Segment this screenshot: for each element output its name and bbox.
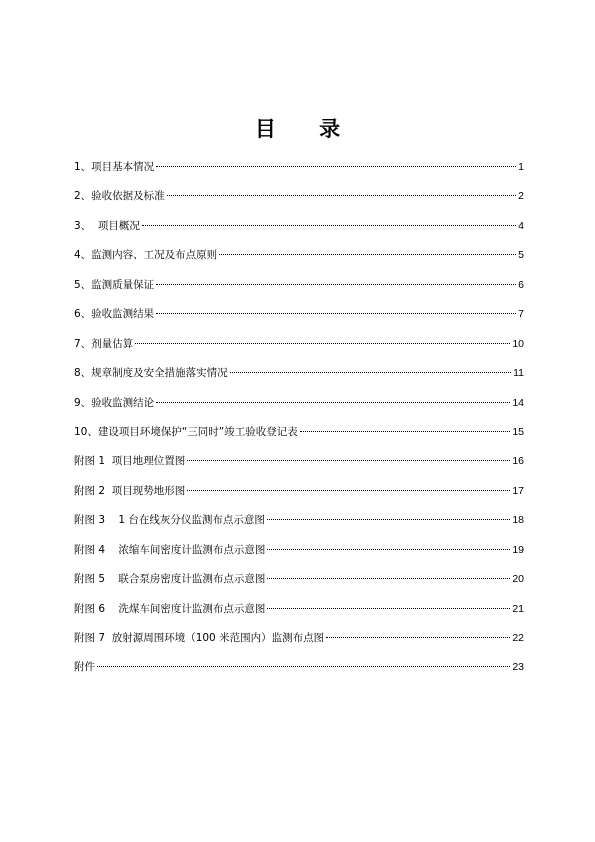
toc-page-number: 22: [512, 632, 524, 644]
toc-page-number: 19: [512, 543, 524, 556]
toc-entry-label: 4、监测内容、工况及布点原则: [74, 249, 218, 262]
toc-entry-label: 附图 6 洗煤车间密度计监测布点示意图: [74, 602, 266, 615]
toc-dot-leader: [156, 166, 516, 167]
toc-dot-leader: [267, 519, 510, 520]
toc-dot-leader: [300, 431, 511, 432]
toc-entry-label: 5、监测质量保证: [74, 278, 155, 291]
toc-entry[interactable]: [74, 275, 524, 304]
toc-page-number: 18: [512, 514, 524, 527]
toc-dot-leader: [156, 284, 516, 285]
toc-dot-leader: [156, 313, 516, 314]
toc-page-number: 6: [518, 278, 524, 291]
toc-dot-leader: [187, 490, 510, 491]
toc-entry[interactable]: [74, 657, 524, 686]
toc-page-number: 4: [518, 219, 524, 232]
toc-page-number: 1: [518, 161, 524, 173]
toc-entry[interactable]: [74, 393, 524, 422]
toc-entry-label: 8、规章制度及安全措施落实情况: [74, 367, 228, 380]
toc-dot-leader: [267, 578, 510, 579]
toc-dot-leader: [267, 549, 510, 550]
toc-entry-label: 6、验收监测结果: [74, 308, 155, 321]
toc-entry[interactable]: [74, 510, 524, 539]
toc-dot-leader: [219, 254, 516, 255]
toc-entry[interactable]: [74, 157, 524, 186]
toc-entry-label: 附图 5 联合泵房密度计监测布点示意图: [74, 573, 266, 586]
toc-entry-label: 附图 3 1 台在线灰分仪监测布点示意图: [74, 514, 265, 527]
toc-entry[interactable]: [74, 422, 524, 451]
toc-page-number: 17: [512, 484, 524, 497]
toc-page-number: 5: [518, 249, 524, 262]
toc-entry[interactable]: [74, 216, 524, 245]
toc-list: [74, 157, 524, 687]
toc-page-number: 16: [512, 455, 524, 468]
toc-entry-label: 9、验收监测结论: [74, 396, 155, 409]
toc-page-number: 2: [518, 190, 524, 203]
toc-entry-label: 1、项目基本情况: [74, 161, 155, 173]
toc-entry-label: 附图 1 项目地理位置图: [74, 455, 186, 468]
toc-entry[interactable]: [74, 334, 524, 363]
toc-page-number: 21: [512, 602, 524, 615]
toc-page-number: 10: [512, 337, 524, 350]
toc-page-number: 11: [513, 367, 524, 380]
toc-entry-label: 2、验收依据及标准: [74, 190, 165, 203]
toc-entry-label: 附图 2 项目现势地形图: [74, 484, 186, 497]
toc-dot-leader: [230, 372, 511, 373]
toc-dot-leader: [97, 666, 510, 667]
toc-entry[interactable]: [74, 245, 524, 274]
toc-entry[interactable]: [74, 569, 524, 598]
toc-dot-leader: [187, 460, 510, 461]
toc-entry-label: 10、建设项目环境保护“三同时”竣工验收登记表: [74, 425, 298, 438]
toc-entry[interactable]: [74, 186, 524, 215]
toc-entry[interactable]: [74, 304, 524, 333]
toc-title: 目 录: [254, 116, 359, 141]
toc-entry[interactable]: [74, 481, 524, 510]
toc-dot-leader: [142, 225, 516, 226]
toc-entry-label: 7、剂量估算: [74, 337, 134, 350]
toc-page-number: 7: [518, 308, 524, 321]
toc-entry[interactable]: [74, 540, 524, 569]
toc-dot-leader: [167, 195, 516, 196]
toc-entry-label: 附图 4 浓缩车间密度计监测布点示意图: [74, 543, 266, 556]
toc-entry[interactable]: [74, 628, 524, 657]
toc-dot-leader: [135, 343, 510, 344]
toc-dot-leader: [326, 637, 510, 638]
toc-page-number: 14: [512, 396, 524, 409]
toc-entry-label: 3、 项目概况: [74, 219, 140, 232]
toc-entry[interactable]: [74, 363, 524, 392]
toc-page-number: 23: [512, 661, 524, 674]
toc-dot-leader: [267, 608, 510, 609]
toc-entry-label: 附图 7 放射源周围环境（100 米范围内）监测布点图: [74, 632, 325, 644]
toc-page-number: 20: [512, 573, 524, 586]
toc-entry[interactable]: [74, 599, 524, 628]
toc-dot-leader: [156, 402, 510, 403]
toc-entry-label: 附件: [74, 661, 95, 674]
toc-page-number: 15: [512, 425, 524, 438]
toc-entry[interactable]: [74, 451, 524, 480]
